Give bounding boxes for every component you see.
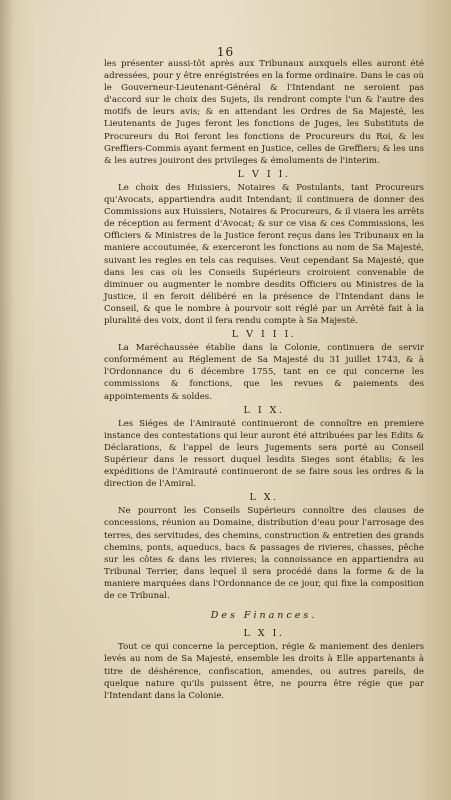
- article-number: L I X.: [243, 404, 285, 416]
- article-number: L V I I.: [237, 168, 291, 180]
- binding-shadow: [0, 0, 14, 800]
- page-number: 16: [216, 45, 235, 59]
- paragraph: La Maréchaussée établie dans la Colonie, continuera de servir conformément au Réglement de Sa Majesté du 31 juillet 1743, & à l'Ordonnance du 6 décembre 1755, tant en ce qui concerne les commissions & fonctions, que les revues & paiements des appointements & soldes.: [104, 343, 424, 402]
- paragraph: les présenter aussi-tôt après aux Tribunaux auxquels elles auront été adressées, pour y être enrégistrées en la forme ordinaire. Dans le cas où le Gouverneur-Lieutenant-Général & l'Intendant ne seroient pas d'accord sur le choix des Sujets, ils rendront compte l'un & l'autre des motifs de leurs avis; & en attendant les Ordres de Sa Majesté, les Lieutenants de Juges feront les fonctions de Juges, les Substituts de Procureurs du Roi feront les fonctions de Procureurs du Roi, & les Greffiers-Commis ayant ferment en Justice, celles de Greffiers; & les uns & les autres jouiront des privileges & émoluments de l'interim.: [104, 59, 424, 166]
- paragraph: Le choix des Huissiers, Notaires & Postulants, tant Procureurs qu'Avocats, appartiendra audit Intendant; il continuera de donner des Commissions aux Huissiers, Notaires & Procureurs, & il visera les arrêts de réception au ferment d'Avocat; & sur ce visa & ces Commissions, les Officiers & Ministres de la Justice feront reçus dans les Tribunaux en la maniere accoutumée, & exerceront les fonctions au nom de Sa Majesté, suivant les regles en tels cas requises. Veut cependant Sa Majesté, que dans les cas où les Conseils Supérieurs croiroient convenable de diminuer ou augmenter le nombre desdits Officiers ou Ministres de la Justice, il en feroit délibéré en la présence de l'Intendant dans le Conseil, & que le nombre à pourvoir soit réglé par un Arrêté fait à la pluralité des voix, dont il fera rendu compte à Sa Majesté.: [104, 182, 424, 326]
- paragraph: Tout ce qui concerne la perception, régie & maniement des deniers levés au nom de Sa Majesté, ensemble les droits à Elle appartenants à titre de déshérence, confiscation, amendes, ou autres pareils, de quelque nature qu'ils puissent être, ne pourra être régie que par l'Intendant dans la Colonie.: [104, 642, 424, 701]
- article-number: L V I I I.: [231, 329, 297, 341]
- section-heading: Des Finances.: [210, 610, 318, 622]
- paragraph: Ne pourront les Conseils Supérieurs connoître des clauses de concessions, réunion au Domaine, distribution d'eau pour l'arrosage des terres, des servitudes, des chemins, construction & entretien des grands chemins, ponts, aqueducs, bacs & passages de rivieres, chasses, pêche sur les côtes & dans les rivieres; la connoissance en appartiendra au Tribunal Terrier, dans lequel il sera procédé dans la forme & de la maniere marquées dans l'Ordonnance de ce jour, qui fixe la composition de ce Tribunal.: [104, 506, 424, 602]
- article-number: L X.: [249, 492, 279, 504]
- document-body: [104, 58, 424, 702]
- article-number: L X I.: [243, 628, 285, 640]
- paragraph: Les Siéges de l'Amirauté continueront de connoître en premiere instance des contestations qui leur auront été attribuées par les Edits & Déclarations, & l'appel de leurs Jugements sera porté au Conseil Supérieur dans le ressort duquel lesdits Sieges sont établis; & les expéditions de l'Amirauté continueront de se faire sous les ordres & la direction de l'Amiral.: [104, 418, 424, 490]
